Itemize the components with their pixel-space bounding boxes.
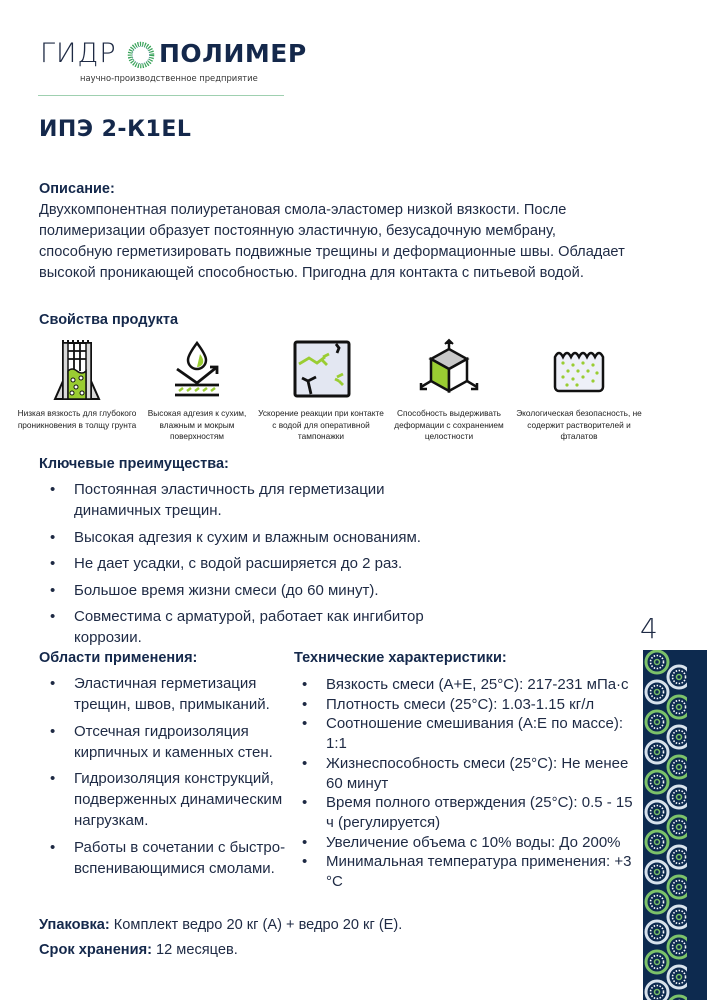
crack-panel-icon [289,337,353,401]
list-item: • Работы в сочетании с быстро-вспенивающимися смолами. [40,837,300,879]
list-item: • Большое время жизни смеси (до 60 минут). [40,580,460,601]
tech-specs-heading: Технические характеристики: [294,650,507,666]
shelf-life-label: Срок хранения: [39,942,152,958]
property-caption: Ускорение реакции при контакте с водой для оперативной тампонажки [258,408,384,441]
shelf-life-value: 12 месяцев. [151,942,238,958]
list-item: • Совместима с арматурой, работает как ингибитор коррозии. [40,606,460,648]
property-item [384,337,514,443]
company-logo [40,38,307,98]
applications-heading: Области применения: [39,650,198,666]
property-caption: Способность выдерживать деформации с сохранением целостности [394,408,504,441]
advantages-heading: Ключевые преимущества: [39,456,229,472]
wall-penetration-icon [45,337,109,401]
property-item [256,337,386,443]
list-item: • Плотность смеси (25°С): 1.03-1.15 кг/л [294,695,639,715]
packaging-value: Комплект ведро 20 кг (А) + ведро 20 кг (Е). [109,917,403,933]
list-item: • Жизнеспособность смеси (25°С): Не менее 60 минут [294,754,639,793]
properties-heading: Свойства продукта [39,312,179,328]
advantages-list [40,479,460,654]
property-caption: Экологическая безопасность, не содержит растворителей и фталатов [516,408,642,441]
description-heading: Описание: [39,181,115,197]
logo-divider [38,95,284,96]
logo-text-light: ГИДР [40,38,117,69]
applications-list [40,673,300,884]
list-item: • Соотношение смешивания (А:Е по массе): 1:1 [294,714,639,753]
eco-foam-icon [547,337,611,401]
deformation-cube-icon [417,337,481,401]
logo-text-bold: ПОЛИМЕР [159,39,307,68]
property-item [132,337,262,443]
spiral-pattern-icon [643,650,707,1000]
property-caption: Низкая вязкость для глубокого проникновения в толщу грунта [17,408,137,430]
list-item: • Гидроизоляция конструкций, подверженных динамическим нагрузкам. [40,768,300,831]
property-caption: Высокая адгезия к сухим, влажным и мокрым поверхностям [147,408,247,441]
tech-specs-list [294,675,639,892]
list-item: • Не дает усадки, с водой расширяется до 2 раз. [40,553,460,574]
water-drop-adhesion-icon [165,337,229,401]
decorative-pattern-strip [643,650,707,1000]
property-item [514,337,644,443]
property-item [12,337,142,431]
page-number: 4 [640,612,658,645]
product-title: ИПЭ 2-К1EL [39,117,192,142]
packaging-line [39,915,402,936]
logo-subtitle: научно-производственное предприятие [80,73,258,83]
list-item: • Время полного отверждения (25°С): 0.5 - 15 ч (регулируется) [294,793,639,832]
list-item: • Увеличение объема с 10% воды: До 200% [294,833,639,853]
logo-ring-icon [127,41,155,69]
list-item: • Отсечная гидроизоляция кирпичных и каменных стен. [40,721,300,763]
packaging-label: Упаковка: [39,917,110,933]
list-item: • Эластичная герметизация трещин, швов, примыканий. [40,673,300,715]
list-item: • Высокая адгезия к сухим и влажным основаниям. [40,527,460,548]
description-text: Двухкомпонентная полиуретановая смола-эластомер низкой вязкости. После полимеризации образует постоянную эластичную, безусадочную мембрану, способную герметизировать подвижные трещины и деформационные швы. Обладает высокой проникающей способностью. Пригодна для контакта с питьевой водой. [39,202,625,281]
list-item: • Вязкость смеси (А+Е, 25°С): 217-231 мПа·с [294,675,639,695]
shelf-life-line [39,940,238,961]
list-item: • Минимальная температура применения: +3 °С [294,852,639,891]
list-item: • Постоянная эластичность для герметизации динамичных трещин. [40,479,460,521]
